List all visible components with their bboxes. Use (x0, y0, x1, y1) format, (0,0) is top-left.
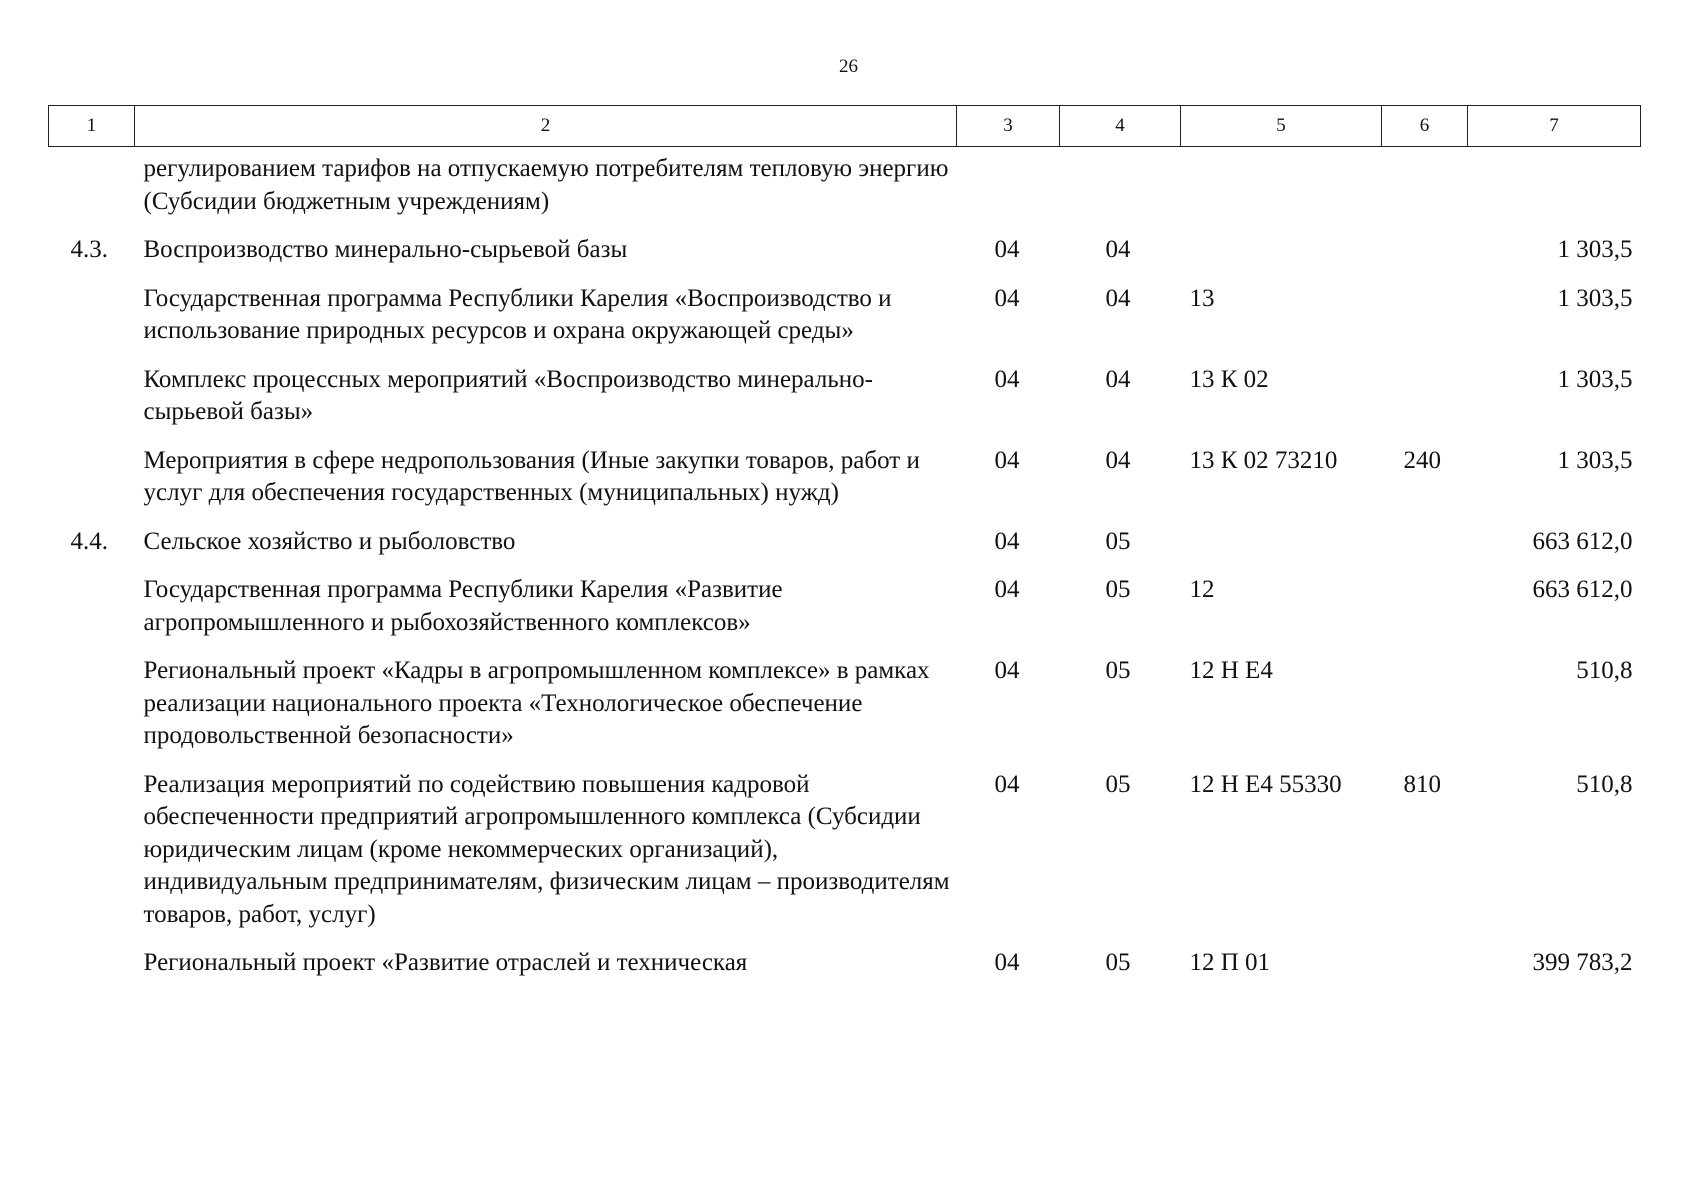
row-name: Комплекс процессных мероприятий «Воспроизводство минерально-сырьевой базы» (143, 365, 873, 425)
table-row (49, 769, 1641, 948)
table-row (49, 234, 1641, 283)
row-subsection: 04 (1105, 284, 1131, 312)
row-number (49, 574, 135, 655)
row-expense-type (1382, 283, 1468, 364)
row-amount: 510,8 (1576, 657, 1633, 684)
row-expense-type (1382, 574, 1468, 655)
row-subsection: 05 (1105, 576, 1131, 603)
row-target-article: 12 Н Е4 (1189, 657, 1273, 684)
row-number (49, 769, 135, 948)
column-number-3: 3 (957, 106, 1060, 147)
row-expense-type: 810 (1403, 770, 1441, 798)
column-number-5: 5 (1181, 106, 1382, 147)
table-row (49, 147, 1641, 235)
row-section: 04 (994, 236, 1020, 263)
row-name: Государственная программа Республики Карелия «Воспроизводство и использование природных ресурсов и охрана окружающей среды» (143, 284, 892, 344)
row-amount: 663 612,0 (1532, 576, 1633, 603)
row-target-article (1181, 147, 1382, 235)
row-subsection: 05 (1105, 527, 1131, 555)
row-number (49, 947, 135, 996)
row-expense-type (1382, 526, 1468, 575)
table-row (49, 445, 1641, 526)
table-row (49, 364, 1641, 445)
row-expense-type (1382, 364, 1468, 445)
page-number: 26 (839, 56, 858, 77)
row-section: 04 (994, 949, 1020, 976)
row-amount: 510,8 (1576, 770, 1633, 798)
row-section: 04 (994, 576, 1020, 603)
row-target-article: 12 П 01 (1189, 949, 1271, 976)
row-section (957, 147, 1060, 235)
row-name: Воспроизводство минерально-сырьевой базы (143, 236, 628, 263)
column-number-1: 1 (49, 106, 135, 147)
row-amount: 1 303,5 (1557, 284, 1633, 312)
row-section: 04 (994, 527, 1020, 555)
row-subsection: 04 (1105, 236, 1131, 263)
table-row (49, 526, 1641, 575)
row-expense-type (1382, 234, 1468, 283)
row-name: Региональный проект «Кадры в агропромышленном комплексе» в рамках реализации национального проекта «Технологическое обеспечение продовольственной безопасности» (143, 657, 930, 749)
row-target-article: 12 (1189, 576, 1215, 603)
column-number-6: 6 (1382, 106, 1468, 147)
row-name: регулированием тарифов на отпускаемую потребителям тепловую энергию (Субсидии бюджетным учреждениям) (143, 155, 949, 215)
row-subsection: 05 (1105, 657, 1131, 684)
budget-table (48, 105, 1641, 996)
row-amount: 1 303,5 (1557, 446, 1633, 474)
header-row (49, 106, 1641, 147)
row-section: 04 (994, 657, 1020, 684)
row-number (49, 283, 135, 364)
row-target-article (1181, 526, 1382, 575)
row-subsection: 05 (1105, 949, 1131, 976)
table-body (49, 147, 1641, 996)
table-row (49, 574, 1641, 655)
row-target-article: 13 К 02 73210 (1189, 446, 1338, 474)
row-subsection (1060, 147, 1181, 235)
row-section: 04 (994, 365, 1020, 393)
row-target-article: 13 (1189, 284, 1215, 312)
row-number: 4.3. (70, 236, 108, 263)
row-name: Сельское хозяйство и рыболовство (143, 527, 516, 555)
row-name: Региональный проект «Развитие отраслей и техническая (143, 949, 748, 976)
row-amount (1468, 147, 1641, 235)
row-expense-type (1382, 655, 1468, 769)
row-amount: 663 612,0 (1532, 527, 1633, 555)
row-number (49, 364, 135, 445)
row-expense-type (1382, 947, 1468, 996)
column-number-7: 7 (1468, 106, 1641, 147)
column-number-2: 2 (135, 106, 957, 147)
table-row (49, 947, 1641, 996)
table-header (49, 106, 1641, 147)
row-number (49, 445, 135, 526)
column-number-4: 4 (1060, 106, 1181, 147)
row-section: 04 (994, 770, 1020, 798)
row-subsection: 04 (1105, 446, 1131, 474)
row-target-article (1181, 234, 1382, 283)
table-row (49, 283, 1641, 364)
row-section: 04 (994, 446, 1020, 474)
table-row (49, 655, 1641, 769)
row-amount: 399 783,2 (1532, 949, 1633, 976)
row-target-article: 13 К 02 (1189, 365, 1269, 393)
row-name: Мероприятия в сфере недропользования (Иные закупки товаров, работ и услуг для обеспечения государственных (муниципальных) нужд) (143, 446, 920, 506)
row-expense-type (1382, 147, 1468, 235)
row-number (49, 147, 135, 235)
row-section: 04 (994, 284, 1020, 312)
row-number: 4.4. (70, 527, 108, 555)
row-target-article: 12 Н Е4 55330 (1189, 770, 1342, 798)
row-name: Реализация мероприятий по содействию повышения кадровой обеспеченности предприятий агропромышленного комплекса (Субсидии юридическим лицам (кроме некоммерческих организаций), индивидуальным предпринимателям, физическим лицам – производителям товаров, работ, услуг) (143, 770, 950, 928)
row-number (49, 655, 135, 769)
row-expense-type: 240 (1403, 446, 1441, 474)
row-amount: 1 303,5 (1557, 365, 1633, 393)
row-subsection: 05 (1105, 770, 1131, 798)
row-amount: 1 303,5 (1557, 236, 1633, 263)
row-subsection: 04 (1105, 365, 1131, 393)
row-name: Государственная программа Республики Карелия «Развитие агропромышленного и рыбохозяйственного комплексов» (143, 576, 783, 636)
